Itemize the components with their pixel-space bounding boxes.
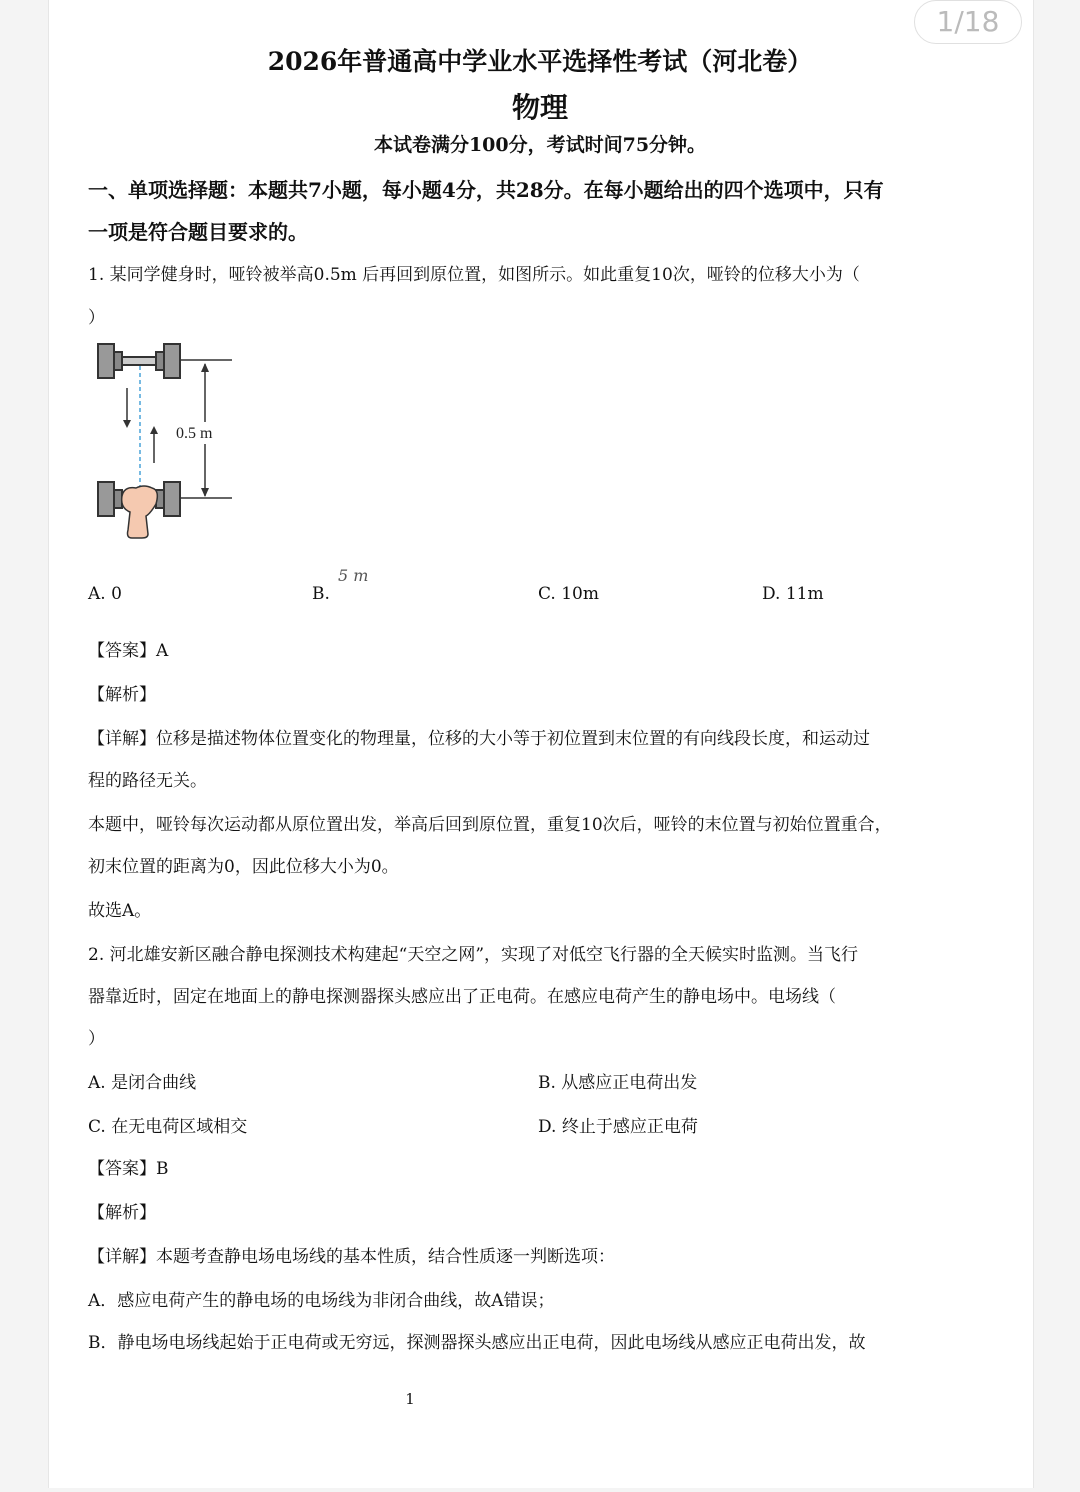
q1-answer: 【答案】A [88,641,169,661]
dumbbell-figure [92,338,242,543]
height-label: 0.5 m [176,425,213,442]
page-number: 1 [405,1390,415,1408]
q2-option-a: A. 是闭合曲线 [88,1073,197,1093]
exam-title: 2026年普通高中学业水平选择性考试（河北卷） [267,47,813,76]
section-heading-line2: 一项是符合题目要求的。 [88,220,308,244]
exam-note: 本试卷满分100分，考试时间75分钟。 [373,134,707,156]
upper-dumbbell [98,344,180,378]
q2-detail-line2: A．感应电荷产生的静电场的电场线为非闭合曲线，故A错误； [88,1291,555,1311]
q1-detail-line1: 【详解】位移是描述物体位置变化的物理量，位移的大小等于初位置到末位置的有向线段长度，和运动过 [88,729,870,749]
q2-option-d: D. 终止于感应正电荷 [538,1117,698,1137]
q1-option-b-value: 5 m [338,566,369,585]
q2-option-c: C. 在无电荷区域相交 [88,1117,248,1137]
q1-detail-line4: 初末位置的距离为0，因此位移大小为0。 [88,857,399,877]
q1-conclusion: 故选A。 [88,901,152,921]
hand-icon [122,486,158,538]
section-heading-line1: 一、单项选择题：本题共7小题，每小题4分，共28分。在每小题给出的四个选项中，只有 [88,178,884,202]
q1-analysis-heading: 【解析】 [88,685,156,705]
q1-detail-line3: 本题中，哑铃每次运动都从原位置出发，举高后回到原位置，重复10次后，哑铃的末位置与初始位置重合， [88,815,892,835]
q1-stem-line2: ） [88,308,105,328]
q1-option-a: A. 0 [88,584,122,604]
q2-detail-line1: 【详解】本题考查静电场电场线的基本性质，结合性质逐一判断选项： [88,1247,615,1267]
q1-option-d: D. 11m [762,584,824,604]
q1-option-b: B. [312,584,330,604]
q2-answer: 【答案】B [88,1159,169,1179]
subject-title: 物理 [511,91,568,124]
q2-analysis-heading: 【解析】 [88,1203,156,1223]
q2-option-b: B. 从感应正电荷出发 [538,1073,698,1093]
q2-stem-line1: 2. 河北雄安新区融合静电探测技术构建起“天空之网”，实现了对低空飞行器的全天候实时监测。当飞行 [88,945,859,965]
q2-stem-line2: 器靠近时，固定在地面上的静电探测器探头感应出了正电荷。在感应电荷产生的静电场中。电场线（ [88,987,836,1007]
q1-option-c: C. 10m [538,584,599,604]
page-indicator: 1/18 [914,0,1022,44]
q1-stem-line1: 1. 某同学健身时，哑铃被举高0.5m 后再回到原位置，如图所示。如此重复10次，哑铃的位移大小为（ [88,265,860,285]
q1-detail-line2: 程的路径无关。 [88,771,207,791]
q2-detail-line3: B．静电场电场线起始于正电荷或无穷远，探测器探头感应出正电荷，因此电场线从感应正电荷出发，故 [88,1333,866,1353]
q2-stem-line3: ） [88,1029,105,1049]
